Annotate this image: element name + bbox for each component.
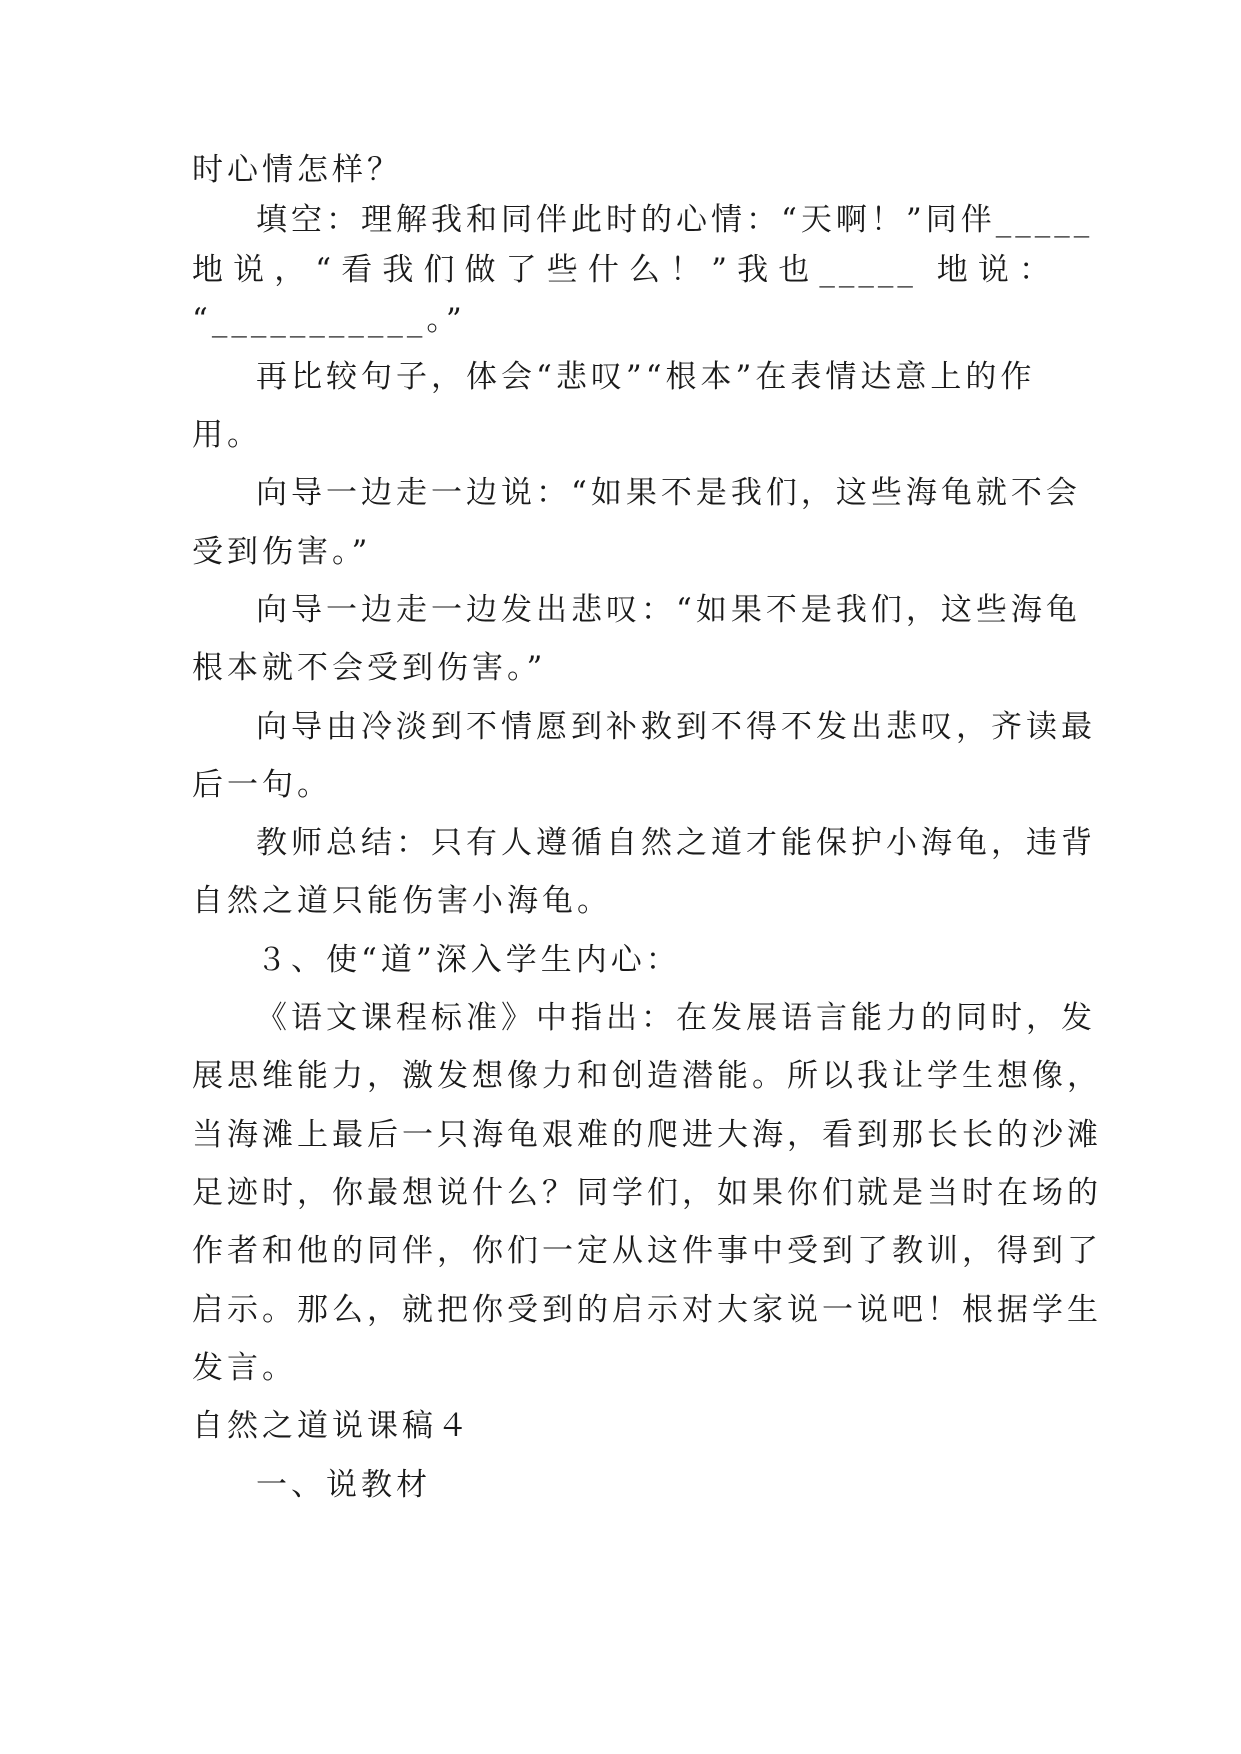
text-line: 时心情怎样？ bbox=[192, 152, 402, 188]
section-heading: 一、说教材 bbox=[256, 1467, 431, 1503]
section-heading: ３、使“道”深入学生内心： bbox=[256, 942, 681, 978]
text-line: 向导一边走一边发出悲叹：“如果不是我们，这些海龟 bbox=[256, 592, 1081, 628]
text-line: 受到伤害。” bbox=[192, 534, 372, 570]
text-line: 当海滩上最后一只海龟艰难的爬进大海，看到那长长的沙滩 bbox=[192, 1117, 1102, 1153]
text-line: 向导由冷淡到不情愿到补救到不得不发出悲叹，齐读最 bbox=[256, 709, 1096, 745]
text-line: 教师总结：只有人遵循自然之道才能保护小海龟，违背 bbox=[256, 825, 1096, 861]
text-line: 自然之道只能伤害小海龟。 bbox=[192, 883, 612, 919]
text-line: 足迹时，你最想说什么？同学们，如果你们就是当时在场的 bbox=[192, 1175, 1102, 1211]
text-line: 用。 bbox=[192, 417, 262, 453]
text-line: 地说，“看我们做了些什么！”我也_____ 地说： bbox=[192, 252, 1054, 288]
text-line: 后一句。 bbox=[192, 767, 332, 803]
document-title: 自然之道说课稿４ bbox=[192, 1408, 472, 1444]
text-line: 向导一边走一边说：“如果不是我们，这些海龟就不会 bbox=[256, 475, 1081, 511]
text-line: 根本就不会受到伤害。” bbox=[192, 650, 547, 686]
text-line: 发言。 bbox=[192, 1350, 297, 1386]
text-line: “___________。” bbox=[192, 302, 466, 338]
text-line: 启示。那么，就把你受到的启示对大家说一说吧！根据学生 bbox=[192, 1292, 1102, 1328]
text-line: 展思维能力，激发想像力和创造潜能。所以我让学生想像， bbox=[192, 1058, 1102, 1094]
text-line: 填空：理解我和同伴此时的心情：“天啊！”同伴_____ bbox=[256, 202, 1094, 238]
text-line: 《语文课程标准》中指出：在发展语言能力的同时，发 bbox=[256, 1000, 1096, 1036]
text-line: 作者和他的同伴，你们一定从这件事中受到了教训，得到了 bbox=[192, 1233, 1102, 1269]
text-line: 再比较句子，体会“悲叹”“根本”在表情达意上的作 bbox=[256, 359, 1036, 395]
